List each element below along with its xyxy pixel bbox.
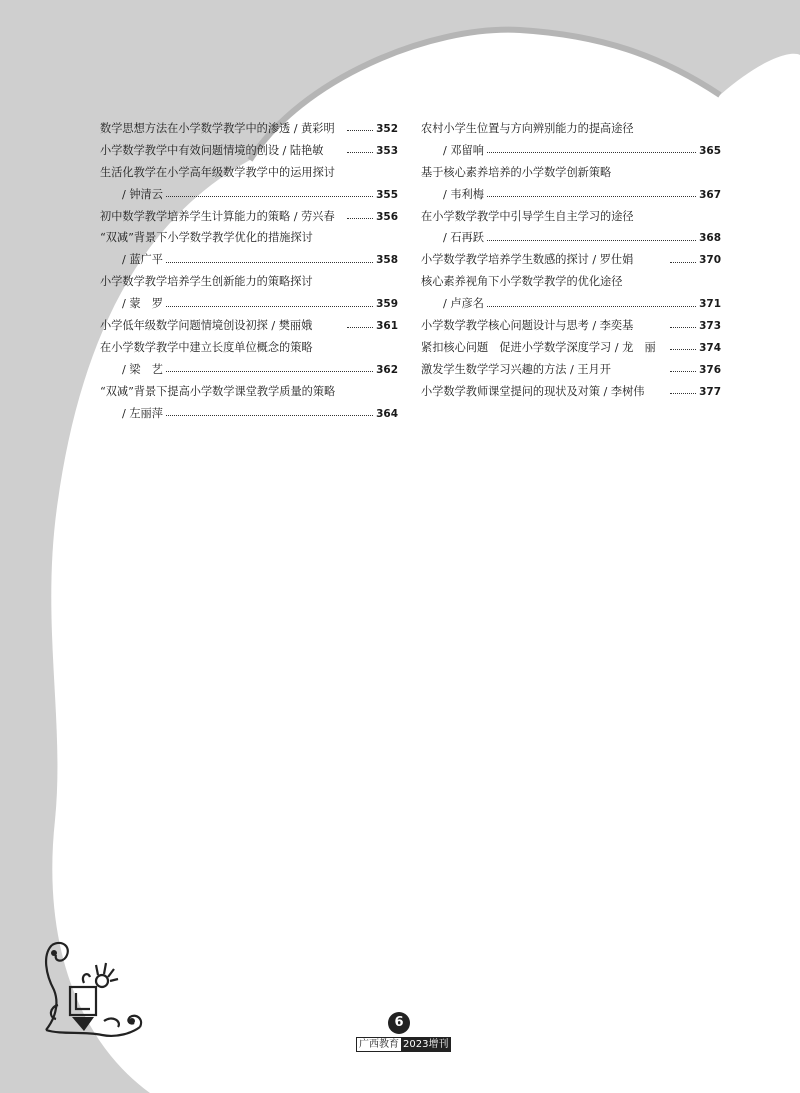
toc-leader-dots — [487, 196, 696, 197]
toc-title: 小学低年级数学问题情境创设初探 / 樊丽娥 — [100, 319, 313, 333]
toc-line — [100, 162, 398, 184]
toc-title: 紧扣核心问题 促进小学数学深度学习 / 龙 丽 — [421, 340, 656, 354]
toc-line — [421, 140, 721, 162]
toc-line — [100, 381, 398, 403]
toc-entry — [100, 337, 398, 381]
toc-page-number: 359 — [376, 298, 398, 311]
toc-title: “双减”背景下小学数学教学优化的措施探讨 — [100, 231, 313, 245]
toc-line — [100, 271, 398, 293]
toc-entry — [421, 249, 721, 271]
toc-leader-dots — [670, 393, 696, 394]
toc-title: 在小学数学教学中建立长度单位概念的策略 — [100, 340, 313, 354]
toc-line — [100, 403, 398, 425]
toc-leader-dots — [670, 327, 696, 328]
toc-leader-dots — [347, 152, 373, 153]
toc-title: 小学数学教师课堂提问的现状及对策 / 李树伟 — [421, 384, 645, 398]
toc-title: / 蓝广平 — [122, 253, 163, 267]
toc-title: / 梁 艺 — [122, 362, 163, 376]
toc-title: 小学数学教学培养学生数感的探讨 / 罗仕娟 — [421, 253, 634, 267]
toc-leader-dots — [166, 371, 373, 372]
toc-title: / 蒙 罗 — [122, 297, 163, 311]
toc-line — [421, 118, 721, 140]
toc-title: 数学思想方法在小学数学教学中的渗透 / 黄彩明 — [100, 122, 335, 135]
toc-page-number: 361 — [376, 320, 398, 333]
toc-title: / 卢彦名 — [443, 297, 484, 311]
toc-page-number: 367 — [699, 188, 721, 201]
toc-entry — [421, 162, 721, 206]
toc-title: 农村小学生位置与方向辨别能力的提高途径 — [421, 122, 634, 135]
toc-leader-dots — [487, 306, 696, 307]
toc-leader-dots — [670, 371, 696, 372]
toc-line — [100, 184, 398, 206]
toc-right-column — [421, 118, 721, 403]
toc-line — [421, 249, 721, 271]
toc-entry — [100, 206, 398, 228]
toc-line — [100, 337, 398, 359]
toc-leader-dots — [166, 306, 373, 307]
toc-title: / 韦利梅 — [443, 187, 484, 201]
toc-line — [100, 140, 398, 162]
toc-title: 初中数学教学培养学生计算能力的策略 / 劳兴春 — [100, 209, 335, 223]
toc-line — [421, 293, 721, 315]
toc-line — [100, 315, 398, 337]
toc-entry — [421, 359, 721, 381]
toc-title: 核心素养视角下小学数学教学的优化途径 — [421, 275, 623, 289]
toc-title: 小学数学教学培养学生创新能力的策略探讨 — [100, 275, 313, 289]
toc-page-number: 355 — [376, 188, 398, 201]
toc-title: 激发学生数学学习兴趣的方法 / 王月开 — [421, 362, 611, 376]
toc-entry — [100, 227, 398, 271]
toc-title: “双减”背景下提高小学数学课堂教学质量的策略 — [100, 384, 336, 398]
toc-line — [421, 271, 721, 293]
toc-page-number: 374 — [699, 341, 721, 354]
toc-leader-dots — [166, 415, 373, 416]
toc-line — [100, 118, 398, 140]
toc-page-number: 364 — [376, 407, 398, 420]
toc-title: 基于核心素养培养的小学数学创新策略 — [421, 165, 612, 179]
toc-page-number: 370 — [699, 254, 721, 267]
toc-line — [421, 337, 721, 359]
toc-entry — [421, 118, 721, 162]
toc-line — [100, 227, 398, 249]
toc-line — [421, 227, 721, 249]
toc-line — [421, 206, 721, 228]
toc-leader-dots — [670, 349, 696, 350]
toc-page-number: 353 — [376, 144, 398, 157]
toc-line — [421, 184, 721, 206]
toc-title: 小学数学教学核心问题设计与思考 / 李奕基 — [421, 319, 634, 333]
toc-title: 生活化教学在小学高年级数学教学中的运用探讨 — [100, 165, 335, 179]
page-number-badge: 6 — [388, 1012, 410, 1034]
toc-page-number: 358 — [376, 254, 398, 267]
toc-entry — [421, 271, 721, 315]
toc-entry — [100, 162, 398, 206]
toc-line — [100, 206, 398, 228]
toc-line — [421, 315, 721, 337]
toc-entry — [421, 315, 721, 337]
toc-entry — [100, 118, 398, 140]
toc-leader-dots — [670, 262, 696, 263]
toc-line — [100, 359, 398, 381]
issue-label: 2023增刊 — [403, 1039, 449, 1050]
toc-leader-dots — [166, 262, 373, 263]
corner-ornament-icon — [32, 935, 147, 1045]
toc-entry — [100, 140, 398, 162]
toc-title: 在小学数学教学中引导学生自主学习的途径 — [421, 209, 634, 223]
toc-page-number: 362 — [376, 363, 398, 376]
toc-title: / 左丽萍 — [122, 406, 163, 420]
toc-page-number: 365 — [699, 144, 721, 157]
toc-leader-dots — [487, 152, 696, 153]
toc-line — [421, 162, 721, 184]
journal-name: 广西教育 — [359, 1039, 399, 1050]
toc-line — [421, 359, 721, 381]
toc-page-number: 373 — [699, 320, 721, 333]
toc-leader-dots — [347, 218, 373, 219]
toc-entry — [100, 271, 398, 315]
toc-page-number: 376 — [699, 363, 721, 376]
toc-line — [100, 293, 398, 315]
toc-leader-dots — [347, 130, 373, 131]
toc-page-number: 352 — [376, 123, 398, 135]
toc-page-number: 368 — [699, 232, 721, 245]
toc-entry — [100, 381, 398, 425]
toc-line — [421, 381, 721, 403]
toc-page-number: 371 — [699, 298, 721, 311]
journal-label — [356, 1037, 451, 1052]
toc-left-column — [100, 118, 398, 424]
toc-title: / 邓留响 — [443, 143, 484, 157]
toc-entry — [421, 206, 721, 250]
toc-leader-dots — [487, 240, 696, 241]
toc-line — [100, 249, 398, 271]
toc-leader-dots — [166, 196, 373, 197]
toc-leader-dots — [347, 327, 373, 328]
toc-title: 小学数学教学中有效问题情境的创设 / 陆艳敏 — [100, 143, 324, 157]
toc-entry — [421, 381, 721, 403]
toc-page-number: 377 — [699, 385, 721, 398]
toc-entry — [100, 315, 398, 337]
toc-title: / 钟清云 — [122, 187, 163, 201]
toc-entry — [421, 337, 721, 359]
toc-page-number: 356 — [376, 210, 398, 223]
toc-title: / 石再跃 — [443, 231, 484, 245]
